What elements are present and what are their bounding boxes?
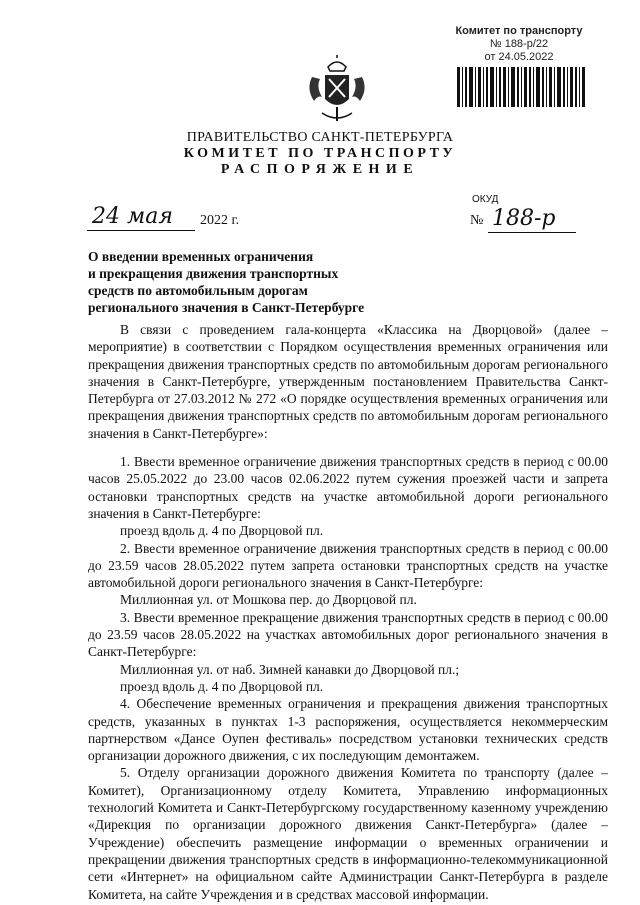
title-line: О введении временных ограничения	[88, 249, 314, 264]
title-line: средств по автомобильным дорогам	[88, 283, 308, 298]
clause-3: 3. Ввести временное прекращение движения транспортных средств в период с 00.00 до 23.59 часов 28.05.2022 на участках автомобильных дорог регионального значения в Санкт-Петербурге:	[88, 609, 608, 660]
date-month: мая	[127, 204, 173, 229]
document-title	[88, 248, 408, 316]
committee-name: КОМИТЕТ ПО ТРАНСПОРТУ	[183, 146, 457, 161]
stamp-number: № 188-р/22	[489, 38, 549, 50]
coat-of-arms-emblem	[302, 55, 372, 125]
title-line: регионального значения в Санкт-Петербурге	[88, 300, 365, 315]
government-name: ПРАВИТЕЛЬСТВО САНКТ-ПЕТЕРБУРГА	[186, 130, 454, 145]
preamble-paragraph: В связи с проведением гала-концерта «Классика на Дворцовой» (далее – мероприятие) в соответствии с Порядком осуществления временных ограничения или прекращения движения транспортных средств по автомобильным дорогам регионального значения в Санкт-Петербурге, утвержденным постановлением Правительства Санкт-Петербурга от 27.03.2012 № 272 «О порядке осуществления временных ограничения или прекращения движения транспортных средств по автомобильным дорогам регионального значения в Санкт-Петербурге»:	[88, 322, 608, 441]
document-body	[88, 321, 608, 903]
clause-1: 1. Ввести временное ограничение движения транспортных средств в период с 00.00 часов 25.05.2022 до 23.00 часов 02.06.2022 путем сужения проезжей части и запрета остановки транспортных средств на участке автомобильной дороги регионального значения в Санкт-Петербурге:	[88, 454, 608, 521]
date-day: 24	[92, 204, 120, 229]
clause-2-location: Миллионная ул. от Мошкова пер. до Дворцовой пл.	[120, 592, 417, 608]
number-label: №	[470, 213, 484, 228]
okud-label: ОКУД	[472, 194, 499, 205]
document-number: 188-р	[492, 206, 556, 231]
clause-3-location-2: проезд вдоль д. 4 по Дворцовой пл.	[120, 678, 324, 694]
clause-2: 2. Ввести временное ограничение движения транспортных средств в период с 00.00 до 23.59 часов 28.05.2022 путем запрета остановки транспортных средств на участке автомобильной дороги регионального значения в Санкт-Петербурге:	[88, 540, 608, 591]
document-type: РАСПОРЯЖЕНИЕ	[220, 162, 420, 177]
number-underline	[488, 232, 576, 233]
barcode	[457, 67, 587, 107]
clause-3-location-1: Миллионная ул. от наб. Зимней канавки до Дворцовой пл.;	[120, 661, 460, 677]
clause-1-location: проезд вдоль д. 4 по Дворцовой пл.	[120, 523, 324, 539]
stamp-committee: Комитет по транспорту	[455, 25, 583, 37]
clause-5: 5. Отделу организации дорожного движения Комитета по транспорту (далее – Комитет), Организационному отделу Комитета, Управлению информационных технологий Комитета и Санкт-Петербургскому государственному казенному учреждению «Дирекция по организации дорожного движения Санкт-Петербурга» (далее – Учреждение) обеспечить размещение информации о временных ограничении и прекращении движения транспортных средств в информационно-телекоммуникационной сети «Интернет» на официальном сайте Администрации Санкт-Петербурга в разделе Комитета, на сайте Учреждения и в средствах массовой информации.	[88, 765, 608, 902]
date-year: 2022 г.	[200, 213, 240, 228]
document-date	[82, 204, 262, 232]
registration-stamp	[449, 25, 589, 64]
clause-4: 4. Обеспечение временных ограничения и прекращения движения транспортных средств, указанных в пунктах 1-3 распоряжения, осуществляется некоммерческим партнерством «Дансе Оупен фестиваль» посредством установки технических средств организации дорожного движения, с их последующим демонтажем.	[88, 696, 608, 764]
date-underline	[87, 230, 195, 231]
stamp-date: от 24.05.2022	[484, 51, 554, 63]
title-line: и прекращения движения транспортных	[88, 266, 339, 281]
